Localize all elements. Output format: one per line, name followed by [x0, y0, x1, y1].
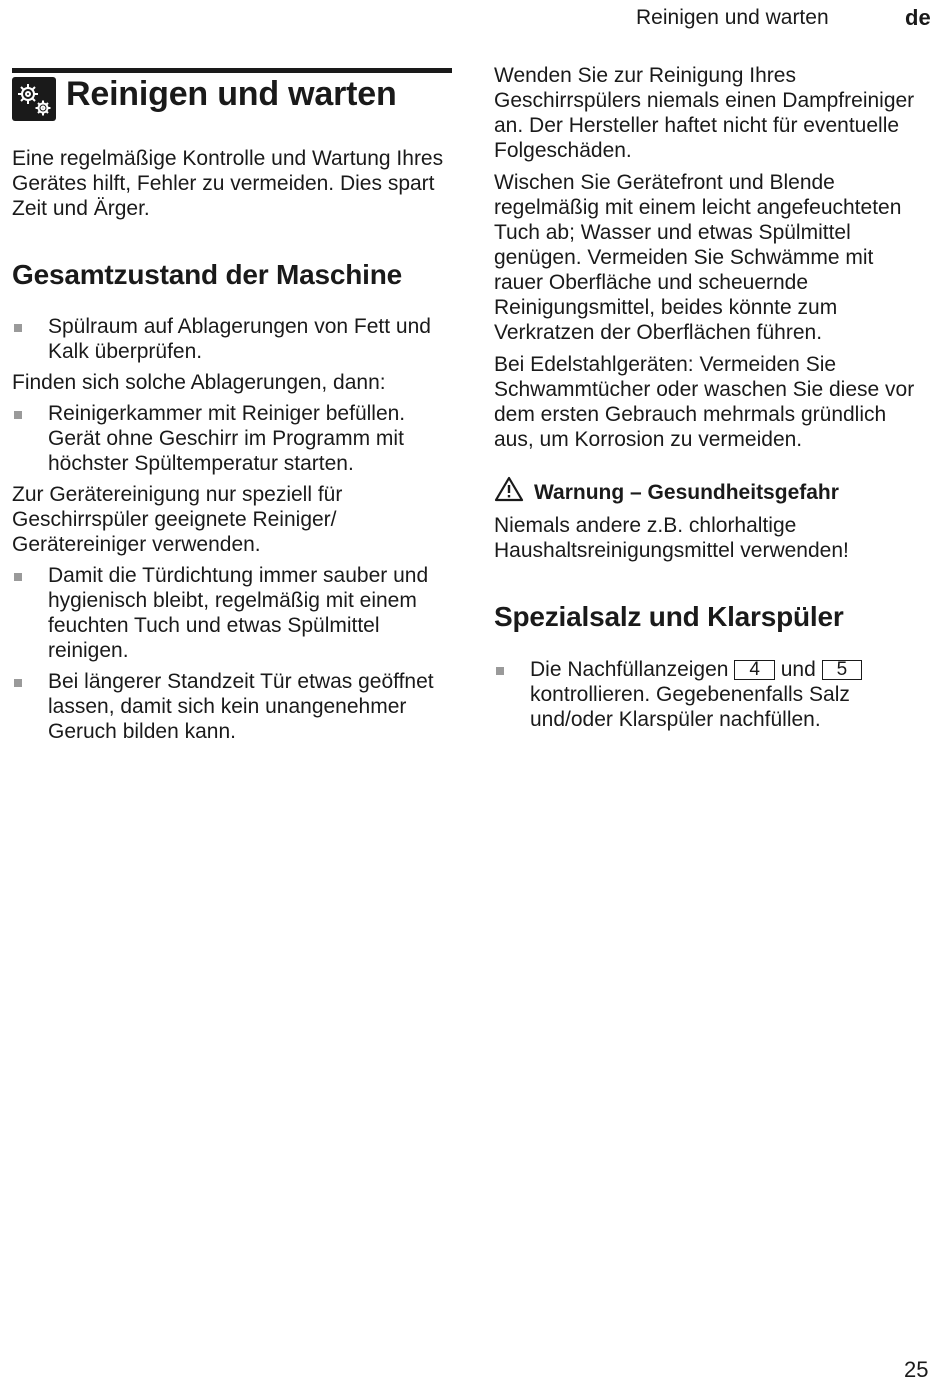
warning-triangle-icon [494, 476, 524, 508]
language-code: de [905, 5, 931, 30]
running-header-title: Reinigen und warten [636, 6, 829, 29]
bullet-square-icon [14, 411, 22, 419]
heading-gesamtzustand: Gesamtzustand der Maschine [12, 259, 403, 290]
list-item: Die Nachfüllanzeigen 4 und 5 kontrollieren. Gegebenenfalls Salz und/oder Klarspüler nachfüllen. [494, 657, 924, 732]
indicator-reference-5: 5 [822, 660, 863, 680]
paragraph: Bei Edelstahlgeräten: Vermeiden Sie Schwammtücher oder waschen Sie diese vor dem ersten Gebrauch mehrmals gründlich aus, um Korrosion zu vermeiden. [494, 353, 915, 451]
bullet-square-icon [496, 667, 504, 675]
section-title: Reinigen und warten [66, 75, 397, 113]
section-header [12, 68, 452, 113]
warning-heading [494, 476, 924, 508]
list-item: Bei längerer Standzeit Tür etwas geöffnet lassen, damit sich kein unangenehmer Geruch bilden kann. [12, 669, 454, 744]
gears-icon [12, 77, 56, 121]
paragraph: Wischen Sie Gerätefront und Blende regelmäßig mit einem leicht angefeuchteten Tuch ab; Wasser und etwas Spülmittel genügen. Vermeiden Sie Schwämme mit rauer Oberfläche und scheuernde Reinigungsmittel, beides könnte zum Verkratzen der Oberflächen führen. [494, 171, 902, 344]
warning-title: Warnung – Gesundheitsgefahr [534, 480, 839, 504]
warning-text: Niemals andere z.B. chlorhaltige Haushaltsreinigungsmittel verwenden! [494, 514, 849, 562]
bullet-square-icon [14, 324, 22, 332]
list-item: Reinigerkammer mit Reiniger befüllen. Gerät ohne Geschirr im Programm mit höchster Spültemperatur starten. [12, 401, 454, 476]
right-flow [494, 63, 924, 732]
indicator-reference-4: 4 [734, 660, 775, 680]
paragraph: Wenden Sie zur Reinigung Ihres Geschirrspülers niemals einen Dampfreiniger an. Der Hersteller haftet nicht für eventuelle Folgeschäden. [494, 64, 915, 162]
list-item: Spülraum auf Ablagerungen von Fett und Kalk überprüfen. [12, 314, 454, 364]
bullet-square-icon [14, 573, 22, 581]
intro-paragraph: Eine regelmäßige Kontrolle und Wartung Ihres Gerätes hilft, Fehler zu vermeiden. Dies spart Zeit und Ärger. [12, 147, 444, 220]
list-item: Damit die Türdichtung immer sauber und hygienisch bleibt, regelmäßig mit einem feuchten Tuch und etwas Spülmittel reinigen. [12, 563, 454, 663]
paragraph: Zur Gerätereinigung nur speziell für Geschirrspüler geeignete Reiniger/ Gerätereiniger verwenden. [12, 483, 343, 556]
left-flow [12, 146, 454, 744]
bullet-square-icon [14, 679, 22, 687]
heading-spezialsalz: Spezialsalz und Klarspüler [494, 601, 844, 632]
page-number: 25 [904, 1357, 929, 1382]
paragraph: Finden sich solche Ablagerungen, dann: [12, 371, 386, 394]
